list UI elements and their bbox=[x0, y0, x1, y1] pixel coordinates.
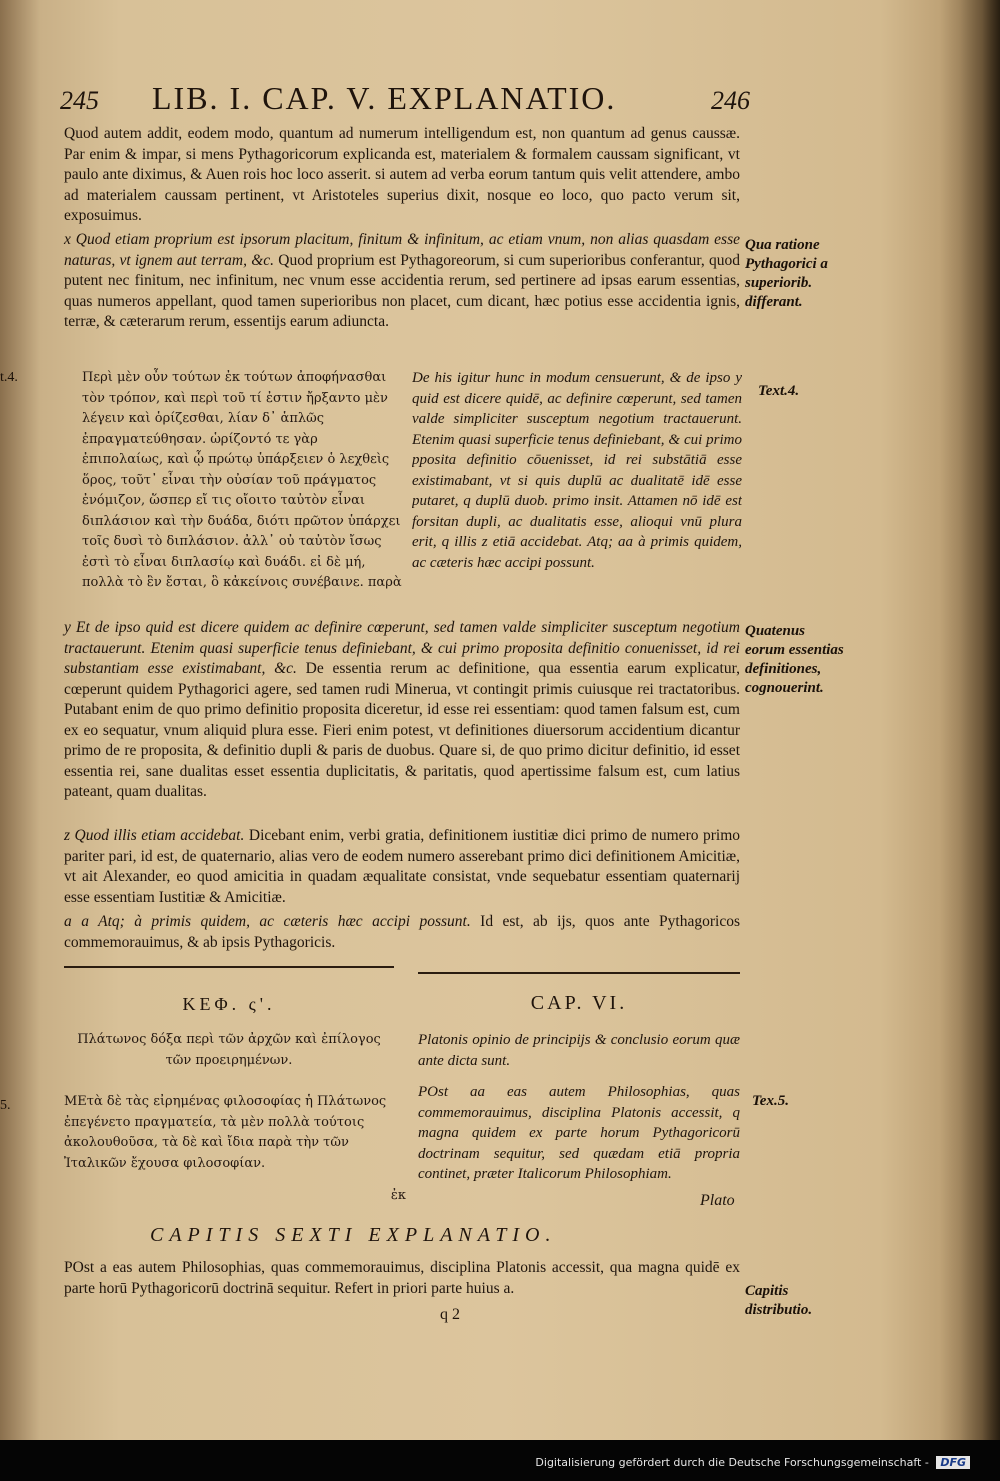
dfg-logo: DFG bbox=[936, 1456, 970, 1469]
paragraph-1: Quod autem addit, eodem modo, quantum ad numerum intelligendum est, non quantum ad genus caussæ. Par enim & impar, si mens Pythagoricorum explicanda est, materialem & formalem caussam significant, vt paulo ante diximus, & Auen rois hoc loco asserit. si autem ad verba eorum tantum quis velit attendere, ambo ad materialem caussam pertinent, vt Aristoteles superius dixit, nosque eo loco, quo pacto verum sit, exposuimus. bbox=[64, 125, 740, 224]
greek-column: Περὶ μὲν οὖν τούτων ἐκ τούτων ἀποφήνασθαι τὸν τρόπον, καὶ περὶ τοῦ τί ἐστιν ἤρξαντο μὲν λέγειν καὶ ὁρίζεσθαι, λίαν δ᾿ ἁπλῶς ἐπραγματεύθησαν. ὡρίζοντό τε γὰρ ἐπιπολαίως, καὶ ᾧ πρώτῳ ὑπάρξειεν ὁ λεχθεὶς ὅρος, τοῦτ᾿ εἶναι τὴν οὐσίαν τοῦ πράγματος ἐνόμιζον, ὥσπερ εἴ τις οἴοιτο ταὐτὸν εἶναι διπλάσιον καὶ τὴν δυάδα, διότι πρῶτον ὑπάρχει τοῖς δυσὶ τὸ διπλάσιον. ἀλλ᾿ οὐ ταὐτὸν ἴσως ἐστὶ τὸ εἶναι διπλασίῳ καὶ δυάδι. εἰ δὲ μή, πολλὰ τὸ ἓν ἔσται, ὃ κἀκείνοις συνέβαινε. παρὰ bbox=[82, 370, 402, 590]
running-title: LIB. I. CAP. V. EXPLANATIO. bbox=[152, 80, 617, 116]
greek-chapter-summary: Πλάτωνος δόξα περὶ τῶν ἀρχῶν καὶ ἐπίλογος τῶν προειρημένων. bbox=[77, 1032, 381, 1068]
explanatio-title: CAPITIS SEXTI EXPLANATIO. bbox=[150, 1224, 557, 1246]
latin-chapter-heading: CAP. VI. bbox=[530, 992, 628, 1014]
funding-credit bbox=[535, 1456, 970, 1469]
rule-left bbox=[64, 966, 394, 968]
latin-catchword: Plato bbox=[700, 1192, 735, 1209]
lemma-y: y Et de ipso quid est dicere quidem ac definire cœperunt, sed tamen valde simpliciter susceptum negotium tractauerunt. Etenim quasi superficie tenus definiebant, & cui primo proposita definitio conuenisset, id rei substantiam esse existimabant, &c. bbox=[64, 619, 740, 677]
margin-note-tex5: Tex.5. bbox=[752, 1093, 789, 1109]
margin-note-2: Text.4. bbox=[758, 383, 800, 399]
paragraph-5-text: Id est, ab ijs, quos ante Pythagoricos commemorauimus, & ab ipsis Pythagoricis. bbox=[64, 913, 740, 951]
latin-chapter-summary: Platonis opinio de principijs & conclusio eorum quæ ante dicta sunt. bbox=[418, 1032, 740, 1069]
page-number-right: 246 bbox=[711, 86, 750, 115]
edge-note-text4: t.4. bbox=[0, 370, 18, 385]
paragraph-2 bbox=[64, 230, 740, 333]
page-number-left: 245 bbox=[60, 86, 99, 115]
margin-note-1: Qua ratione Pythagorici a superiorib. differant. bbox=[745, 237, 828, 310]
margin-note-capitis: Capitis distributio. bbox=[745, 1283, 813, 1318]
lemma-x: x Quod etiam proprium est ipsorum placitum, finitum & infinitum, ac etiam vnum, non alias quasdam esse naturas, vt ignem aut terram, &c. bbox=[64, 231, 740, 269]
signature-mark: q 2 bbox=[440, 1306, 460, 1323]
paragraph-3 bbox=[64, 618, 740, 803]
paragraph-3-text: De essentia rerum ac definitione, qua essentia earum explicatur, cœperunt quidem Pythagorici agere, sed tamen rudi Minerua, vt contingit primis cuiusque rei tractatoribus. Putabant enim de quo primo definitio proposita diceretur, id esse rei essentiam: quod tamen falsum est, cum ex eo sequatur, vnum aliquid plura esse. Fieri enim potest, vt definitiones diuersorum accidentium dicantur primo de re proposita, & definitio dupli & paris de duobus. Quare si, de quo primo dicitur definitio, id esset essentia rei, sane dualitas esset essentia duplicitatis, & paritatis, quod apertissime falsum est, cum latius pateant, quam dualitas. bbox=[64, 660, 741, 800]
rule-right bbox=[418, 972, 740, 974]
funding-credit-text: Digitalisierung gefördert durch die Deutsche Forschungsgemeinschaft - bbox=[535, 1456, 929, 1469]
paragraph-2-text: Quod proprium est Pythagoreorum, si cum superioribus conferantur, quod putent nec finitum, nec infinitum, nec vnum esse accidentia rerum, sed pertinere ad ipsas earum essentias, quas numeros appellant, quod tamen superioribus non placet, cum dicant, hæc potius esse accidentia ignis, terræ, & cæterarum rerum, essentijs earum adiuncta. bbox=[64, 251, 741, 330]
greek-chapter-body: ΜΕτὰ δὲ τὰς εἰρημένας φιλοσοφίας ἡ Πλάτωνος ἐπεγένετο πραγματεία, τὰ μὲν πολλὰ τούτοις ἀκολουθοῦσα, τὰ δὲ καὶ ἴδια παρὰ τὴν τῶν Ἰταλικῶν ἔχουσα φιλοσοφίαν. bbox=[64, 1094, 387, 1171]
latin-column: De his igitur hunc in modum censuerunt, & de ipso y quid est dicere quidē, ac definire cœperunt, sed tamen valde simpliciter susceptum negotium tractauerunt. Etenim quasi superficie tenus definiebant, & cui primo pposita definitio cōuenisset, id rei substātiā esse existimabant, vt si quis duplū ac dualitatē idē esse putaret, q duplū duob. primo insit. Attamen nō idē est forsitan dupli, ac dualitatis esse, alioqui vnū plura erit, q illis z etiā accidebat. Atq; aa à primis quidem, ac cæteris hæc accipi possunt. bbox=[412, 370, 742, 571]
paragraph-4 bbox=[64, 826, 740, 908]
binding-shadow bbox=[940, 0, 1000, 1440]
paragraph-4-text: Dicebant enim, verbi gratia, definitionem iustitiæ dici primo de numero primo pariter pari, id est, de quaternario, alias vero de eodem numero asserebant primo dici definitionem Amicitiæ, vt ait Alexander, eo quod amicitia in quadam æqualitate consistat, vnde sequebatur essentiam quaternarij esse essentiam Iustitiæ & Amicitiæ. bbox=[64, 827, 741, 906]
greek-catchword: ἐκ bbox=[390, 1188, 406, 1203]
explanatio-paragraph: POst a eas autem Philosophias, quas commemorauimus, disciplina Platonis accessit, qua magna quidē ex parte horū Pythagoricorū doctrinā sequitur. Refert in priori parte huius a. bbox=[64, 1259, 740, 1297]
edge-note-text5: 5. bbox=[0, 1098, 11, 1113]
greek-chapter-heading: ΚΕΦ. ς'. bbox=[182, 994, 276, 1014]
lemma-aa: a a Atq; à primis quidem, ac cæteris hæc accipi possunt. bbox=[64, 913, 471, 930]
lemma-z: z Quod illis etiam accidebat. bbox=[64, 827, 245, 844]
footer-bar bbox=[0, 1440, 1000, 1481]
latin-chapter-body: POst aa eas autem Philosophias, quas commemorauimus, disciplina Platonis accessit, q magna quidem ex parte horum Pythagoricorū doctrinam sequitur, sed quædam etiā propria continet, præter Italicorum Philosophiam. bbox=[418, 1084, 740, 1182]
paragraph-5 bbox=[64, 912, 740, 953]
margin-note-3: Quatenus eorum essentias definitiones, cognouerint. bbox=[745, 623, 844, 696]
running-header bbox=[60, 80, 750, 120]
